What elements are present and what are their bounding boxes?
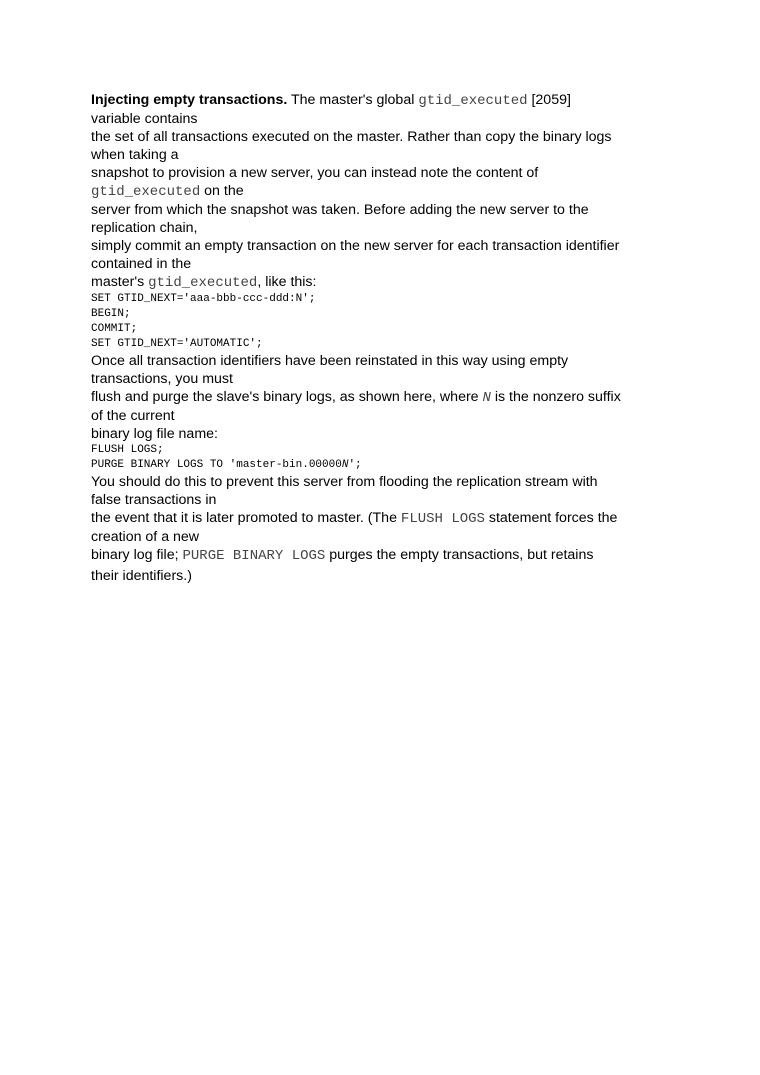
inline-code: FLUSH LOGS	[400, 511, 485, 527]
code-variable: N	[341, 459, 349, 471]
paragraph-line: variable contains	[91, 111, 198, 127]
paragraph-line	[91, 509, 681, 528]
paragraph-line: snapshot to provision a new server, you can instead note the content of	[91, 165, 539, 181]
paragraph-line: transactions, you must	[91, 371, 233, 387]
code-block	[91, 443, 681, 473]
paragraph-line: false transactions in	[91, 492, 217, 508]
text-span: the event that it is later promoted to master. (The	[91, 510, 401, 526]
code-line: FLUSH LOGS;	[91, 444, 164, 456]
inline-code: gtid_executed	[418, 93, 528, 109]
inline-code: gtid_executed	[91, 184, 201, 200]
paragraph-line: simply commit an empty transaction on the new server for each transaction identifier	[91, 238, 620, 254]
code-block	[91, 292, 681, 352]
text-span: , like this:	[257, 274, 317, 290]
code-line: SET GTID_NEXT='AUTOMATIC';	[91, 338, 263, 350]
paragraph-line: binary log file name:	[91, 426, 218, 442]
code-span: PURGE BINARY LOGS TO 'master-bin.00000	[91, 459, 342, 471]
inline-code: gtid_executed	[148, 275, 258, 291]
paragraph-line: of the current	[91, 408, 175, 424]
text-span: The master's global	[287, 92, 419, 108]
reference-number: [2059]	[527, 92, 571, 108]
paragraph-line: when taking a	[91, 147, 179, 163]
code-line	[91, 458, 681, 473]
text-span: flush and purge the slave's binary logs, as shown here, where	[91, 389, 483, 405]
paragraph-line: replication chain,	[91, 220, 198, 236]
code-line: COMMIT;	[91, 323, 138, 335]
inline-code: PURGE BINARY LOGS	[182, 548, 326, 564]
code-line: BEGIN;	[91, 308, 131, 320]
text-span: binary log file;	[91, 547, 183, 563]
paragraph-line: contained in the	[91, 256, 192, 272]
paragraph-line: Once all transaction identifiers have been reinstated in this way using empty	[91, 353, 569, 369]
text-span: purges the empty transactions, but retains	[325, 547, 594, 563]
paragraph-line	[91, 388, 681, 407]
code-line: SET GTID_NEXT='aaa-bbb-ccc-ddd:N';	[91, 293, 316, 305]
text-span: statement forces the	[484, 510, 618, 526]
paragraph-line: their identifiers.)	[91, 568, 192, 584]
text-span: master's	[91, 274, 149, 290]
paragraph-line	[91, 182, 681, 201]
text-span: on the	[200, 183, 244, 199]
paragraph-line	[91, 273, 681, 292]
paragraph-line	[91, 546, 681, 565]
paragraph-line: server from which the snapshot was taken. Before adding the new server to the	[91, 202, 589, 218]
section-heading: Injecting empty transactions.	[91, 92, 288, 108]
paragraph-line: creation of a new	[91, 529, 200, 545]
text-span: is the nonzero suffix	[490, 389, 621, 405]
code-span: ';	[348, 459, 362, 471]
paragraph-line	[91, 91, 681, 110]
paragraph-line: You should do this to prevent this server from flooding the replication stream with	[91, 474, 598, 490]
paragraph-line: the set of all transactions executed on the master. Rather than copy the binary logs	[91, 129, 612, 145]
document-page	[91, 91, 681, 585]
inline-code-variable: N	[482, 390, 491, 406]
